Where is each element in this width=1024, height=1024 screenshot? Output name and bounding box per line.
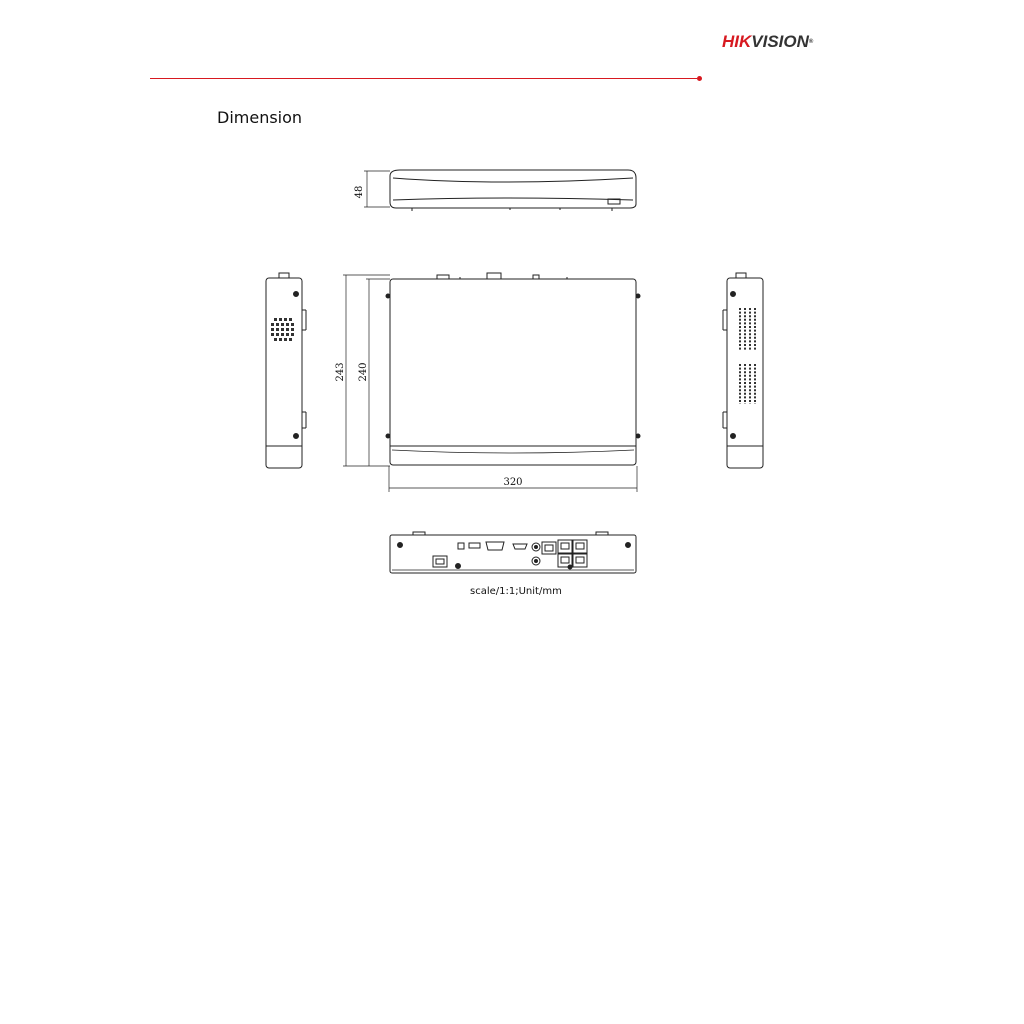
left-side-view (266, 273, 306, 468)
height-dimension-label: 48 (354, 185, 365, 199)
rear-view (390, 532, 636, 573)
brand-mark: ® (808, 39, 814, 45)
front-view (364, 170, 636, 211)
depth-outer-dimension-label: 243 (335, 362, 346, 382)
brand-part2: VISION (751, 32, 809, 51)
scale-caption: scale/1:1;Unit/mm (470, 586, 562, 597)
depth-inner-dimension-label: 240 (358, 362, 369, 382)
top-view (343, 273, 640, 492)
brand-part1: HIK (722, 32, 752, 51)
section-title: Dimension (217, 108, 303, 127)
right-side-view (723, 273, 763, 468)
width-dimension-label: 320 (503, 477, 523, 488)
